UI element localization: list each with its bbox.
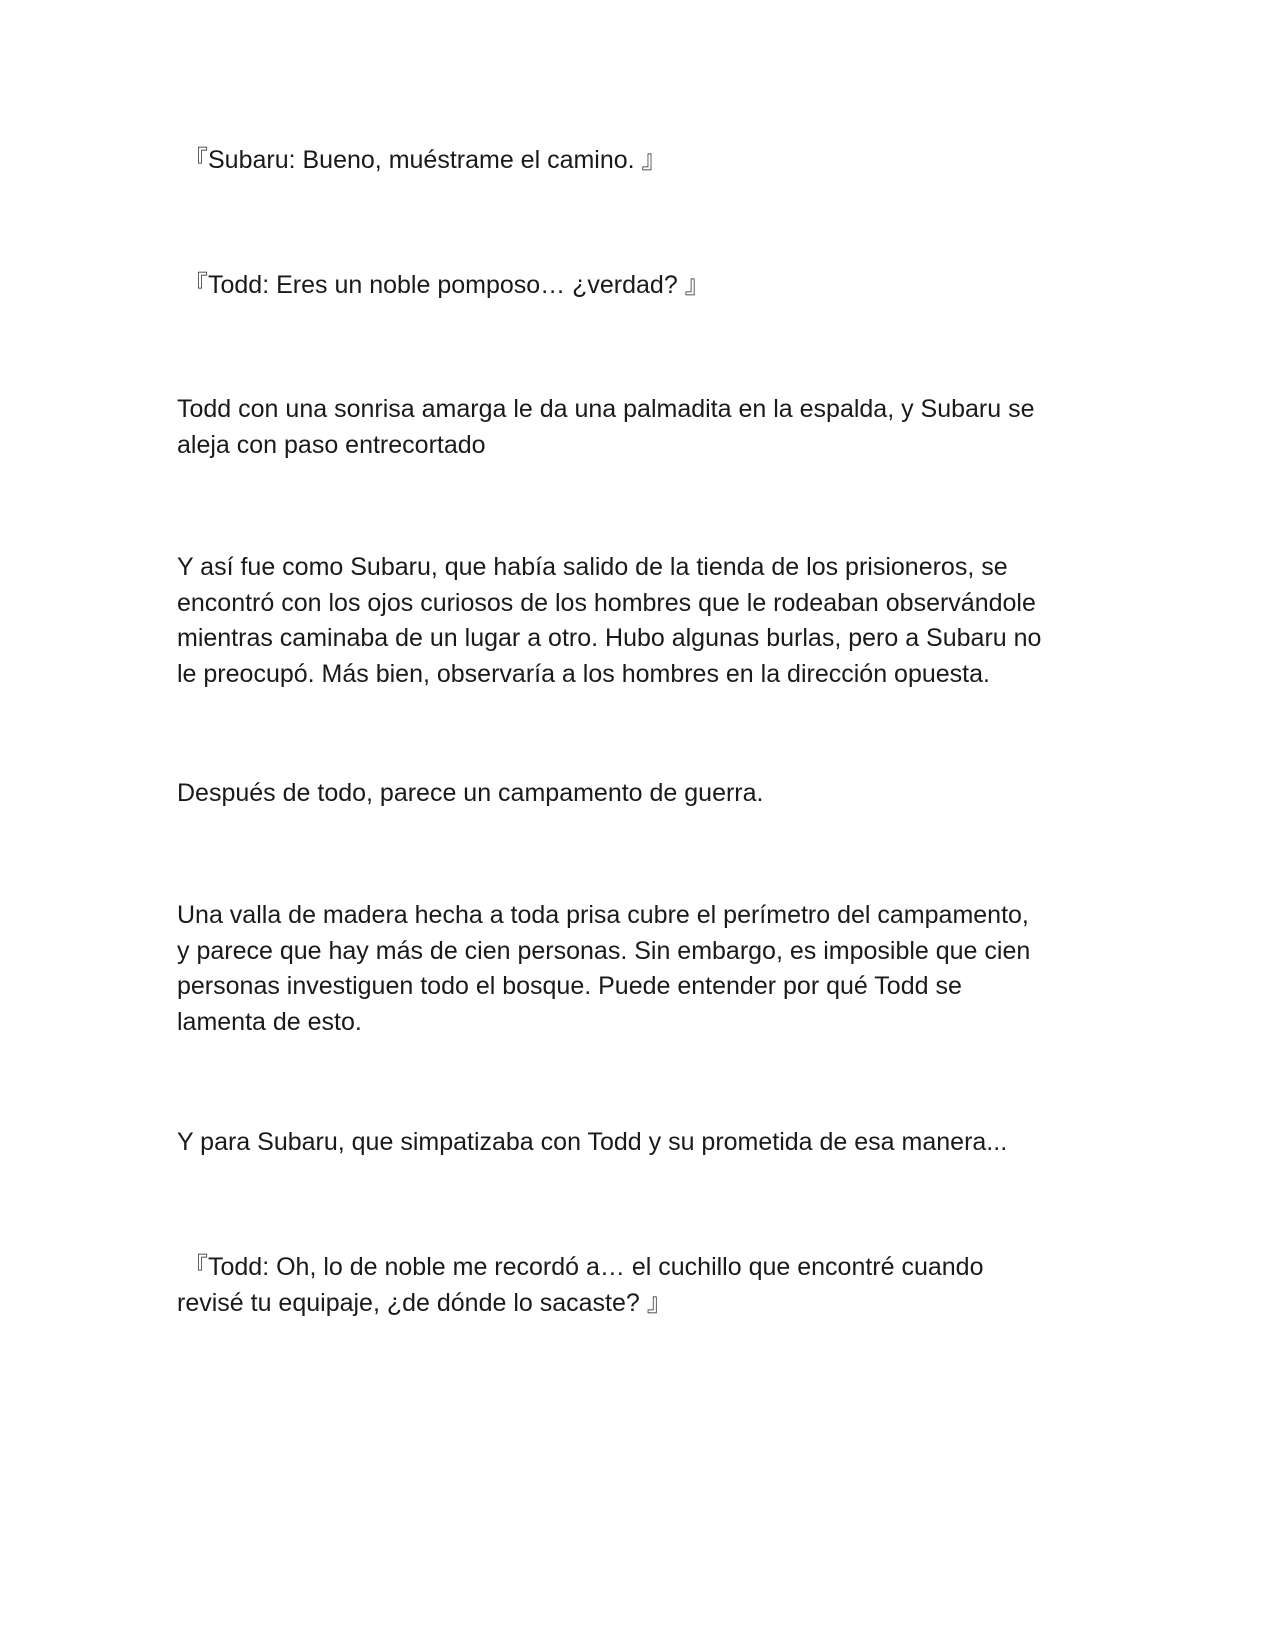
- text-line: 『Todd: Eres un noble pomposo… ¿verdad? 』: [183, 271, 710, 299]
- text-line: Después de todo, parece un campamento de guerra.: [177, 779, 764, 807]
- text-line: 『Todd: Oh, lo de noble me recordó a… el cuchillo que encontré cuando: [183, 1253, 984, 1281]
- text-line: encontró con los ojos curiosos de los hombres que le rodeaban observándole: [177, 588, 1036, 617]
- narration-paragraph: [177, 776, 1107, 812]
- dialogue-todd-pompous-noble: [177, 268, 1113, 304]
- text-line: revisé tu equipaje, ¿de dónde lo sacaste? 』: [177, 1288, 672, 1317]
- text-line: lamenta de esto.: [177, 1007, 362, 1036]
- narration-paragraph: [177, 1125, 1107, 1161]
- narration-paragraph: [177, 392, 1107, 463]
- text-line: aleja con paso entrecortado: [177, 430, 486, 459]
- dialogue-subaru-show-way: [177, 143, 1113, 179]
- text-line: Una valla de madera hecha a toda prisa cubre el perímetro del campamento,: [177, 901, 1029, 929]
- narration-paragraph: [177, 550, 1107, 692]
- text-line: 『Subaru: Bueno, muéstrame el camino. 』: [183, 146, 667, 174]
- text-line: Y así fue como Subaru, que había salido de la tienda de los prisioneros, se: [177, 553, 1008, 581]
- text-line: Todd con una sonrisa amarga le da una palmadita en la espalda, y Subaru se: [177, 395, 1035, 423]
- dialogue-todd-knife: [177, 1250, 1113, 1321]
- narration-paragraph: [177, 898, 1107, 1040]
- text-line: personas investiguen todo el bosque. Puede entender por qué Todd se: [177, 972, 962, 1000]
- text-line: mientras caminaba de un lugar a otro. Hubo algunas burlas, pero a Subaru no: [177, 624, 1042, 652]
- text-line: le preocupó. Más bien, observaría a los hombres en la dirección opuesta.: [177, 659, 990, 688]
- text-line: y parece que hay más de cien personas. Sin embargo, es imposible que cien: [177, 936, 1031, 965]
- text-line: Y para Subaru, que simpatizaba con Todd y su prometida de esa manera...: [177, 1128, 1008, 1156]
